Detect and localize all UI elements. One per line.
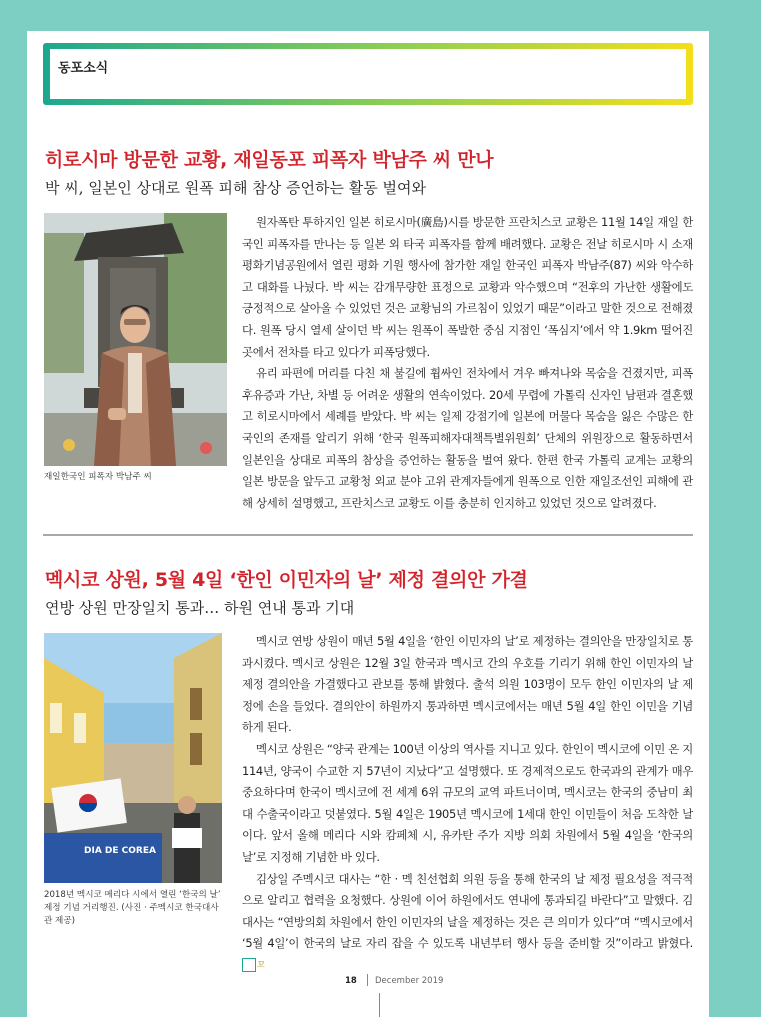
footer-separator: [367, 974, 368, 986]
issue-month: December 2019: [375, 976, 444, 986]
article1-photo-caption: 재일한국인 피폭자 박남주 씨: [44, 472, 152, 482]
article2-paragraph: 멕시코 상원은 “양국 관계는 100년 이상의 역사를 지니고 있다. 한인이 멕시코에 이민 온 지 114년, 양국이 수교한 지 57년이 지났다”고 설명했다. 또 경제적으로도 한국과의 관계가 매우 중요하다며 한국이 멕시코에 전 세계 6위 규모의 교역 파트너이며, 멕시코는 한국의 중남미 최대 수출국이라고 덧붙였다. 5월 4일은 1905년 멕시코에 1세대 한인 이민들이 처음 도착한 날이다. 앞서 올해 메리다 시와 캄페체 시, 유카탄 주가 지방 의회 차원에서 5월 4일을 ‘한국의 날’로 지정해 기념한 바 있다.: [242, 741, 693, 864]
article2-paragraph: [242, 869, 693, 977]
article1-photo-illustration: [44, 213, 227, 466]
article1-subhead: 박 씨, 일본인 상대로 원폭 피해 참상 증언하는 활동 벌여와: [45, 179, 426, 197]
article2-photo: [44, 633, 222, 883]
section-header-box: [43, 43, 693, 105]
article2-paragraph-text: 김상일 주멕시코 대사는 “한 · 멕 친선협회 의원 등을 통해 한국의 날 제정 필요성을 적극적으로 알리고 협력을 요청했다. 상원에 이어 하원에서도 연내에 통과되길 바란다”고 말했다. 김 대사는 “연방의회 차원에서 한인 이민자의 날을 제정하는 것은 큰 의미가 있다”며 “멕시코에서 ‘5월 4일’이 한국의 날로 자리 잡을 수 있도록 내년부터 행사 등을 준비할 것”이라고 밝혔다.: [242, 871, 693, 951]
article1-headline: 히로시마 방문한 교황, 재일동포 피폭자 박남주 씨 만나: [45, 149, 494, 171]
article2-headline: 멕시코 상원, 5월 4일 ‘한인 이민자의 날’ 제정 결의안 가결: [45, 569, 528, 591]
article2-photo-caption: 2018년 멕시코 메리다 시에서 열린 ‘한국의 날’ 제정 기념 거리행진. (사진 · 주멕시코 한국대사관 제공): [44, 890, 221, 926]
article2-photo-illustration: [44, 633, 222, 883]
article1-photo: [44, 213, 227, 466]
footer-vertical-line: [379, 993, 380, 1017]
article1-paragraph: 원자폭탄 투하지인 일본 히로시마(廣島)시를 방문한 프란치스코 교황은 11월 14일 재일 한국인 피폭자를 만나는 등 일본 외 타국 피폭자를 함께 배려했다. 교황은 전날 히로시마 시 소재 평화기념공원에서 열린 평화 기원 행사에 참가한 재일 한국인 피폭자 박남주(87) 씨와 악수하고 대화를 나눴다. 박 씨는 감개무량한 표정으로 교황과 악수했으며 “전후의 가난한 생활에도 긍정적으로 살아올 수 있었던 것은 교황님의 가르침이 있었기 때문”이라고 말한 것으로 전해졌다. 원폭 당시 열세 살이던 박 씨는 원폭이 폭발한 중심 지점인 ‘폭심지’에서 약 1.9km 떨어진 곳에서 전차를 타고 있다가 피폭당했다.: [242, 215, 693, 359]
magazine-page: [27, 31, 709, 1017]
article1-body: [242, 212, 693, 514]
page-number: 18: [345, 976, 357, 986]
article2-body: [242, 631, 693, 977]
article2-paragraph: 멕시코 연방 상원이 매년 5월 4일을 ‘한인 이민자의 날’로 제정하는 결의안을 만장일치로 통과시켰다. 멕시코 상원은 12월 3일 한국과 멕시코 간의 우호를 기리기 위해 한인 이민자의 날 제정 결의안을 가결했다고 관보를 통해 밝혔다. 출석 의원 103명이 모두 한인 이민자의 날 제정에 손을 들었다. 결의안이 하원까지 통과하면 멕시코에서는 매년 5월 4일 한인 이민을 기념하게 된다.: [242, 634, 693, 735]
banner-text: DIA DE COREA: [84, 846, 156, 856]
article-divider: [43, 534, 693, 536]
article1-paragraph: 유리 파편에 머리를 다친 채 불길에 휩싸인 전차에서 겨우 빠져나와 목숨을 건졌지만, 피폭 후유증과 가난, 차별 등 어려운 생활의 연속이었다. 20세 무렵에 가톨릭 신자인 남편과 결혼했고 히로시마에서 세례를 받았다. 박 씨는 일제 강점기에 일본에 머물다 목숨을 잃은 수많은 한국인의 존재를 알리기 위해 ‘한국 원폭피해자대책특별위원회’ 단체의 위원장으로 활동하면서 일본인을 상대로 피폭의 참상을 증언하는 활동을 벌여 왔다. 한편 한국 가톨릭 교계는 교황의 일본 방문을 앞두고 교황청 외교 분야 고위 관계자들에게 원폭으로 인한 재일조선인 피해에 관해 상세히 설명했고, 프란치스코 교황도 이를 충분히 인지하고 있었던 것으로 알려졌다.: [242, 366, 693, 510]
section-label: 동포소식: [58, 61, 109, 76]
article2-subhead: 연방 상원 만장일치 통과… 하원 연내 통과 기대: [45, 599, 355, 617]
end-mark-icon: 꼬: [242, 958, 256, 972]
